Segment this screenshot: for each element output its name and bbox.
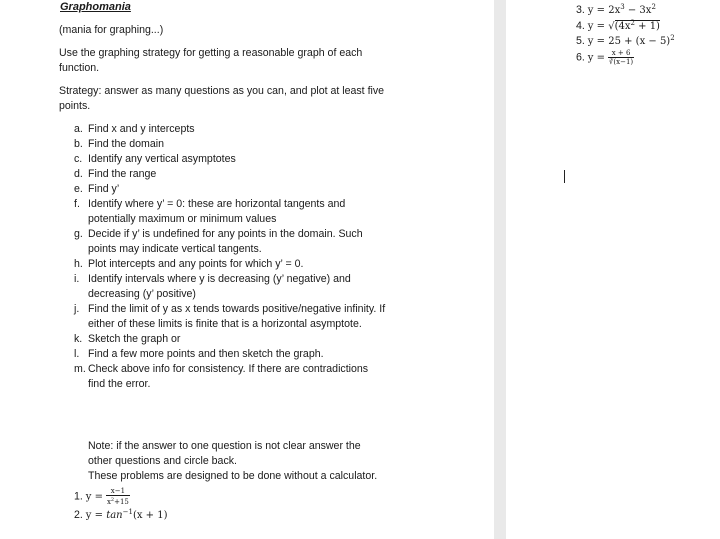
step-text: find the error. bbox=[88, 378, 151, 390]
problem-1-numerator: x−1 bbox=[106, 487, 130, 496]
problem-6-numerator: x + 6 bbox=[608, 49, 634, 58]
step-marker: e. bbox=[74, 183, 83, 195]
step-marker: g. bbox=[74, 228, 83, 240]
step-text: Plot intercepts and any points for which y’ = 0. bbox=[88, 258, 304, 270]
step-text: decreasing (y’ positive) bbox=[88, 288, 196, 300]
step-marker: d. bbox=[74, 168, 83, 180]
instructions-line-1: Use the graphing strategy for getting a reasonable graph of each bbox=[59, 47, 363, 59]
step-text: Identify any vertical asymptotes bbox=[88, 153, 236, 165]
step-text: potentially maximum or minimum values bbox=[88, 213, 277, 225]
step-marker: f. bbox=[74, 198, 80, 210]
problem-6-denominator: ∛(x−1) bbox=[608, 58, 634, 66]
problem-1-label: 1. bbox=[74, 490, 83, 503]
problem-6-fraction bbox=[608, 49, 634, 66]
step-text: Identify intervals where y is decreasing (y’ negative) and bbox=[88, 273, 351, 285]
step-text: Sketch the graph or bbox=[88, 333, 181, 345]
step-text: points may indicate vertical tangents. bbox=[88, 243, 262, 255]
step-text: Find a few more points and then sketch the graph. bbox=[88, 348, 324, 360]
step-marker: a. bbox=[74, 123, 83, 135]
document-title: Graphomania bbox=[60, 1, 131, 13]
problem-3-label: 3. bbox=[576, 4, 585, 16]
step-marker: j. bbox=[74, 303, 80, 315]
problem-2 bbox=[74, 505, 168, 523]
strategy-line-2: points. bbox=[59, 100, 91, 112]
note-line-2: other questions and circle back. bbox=[88, 455, 237, 467]
step-text: Identify where y’ = 0: these are horizontal tangents and bbox=[88, 198, 346, 210]
problem-2-label: 2. bbox=[74, 509, 83, 521]
step-text: Check above info for consistency. If there are contradictions bbox=[88, 363, 369, 375]
problem-6-lhs: y = bbox=[587, 52, 606, 64]
step-text: Find the range bbox=[88, 168, 157, 180]
step-marker: i. bbox=[74, 273, 80, 285]
problem-4-equation: $y = √(4x^2 + 1)$ bbox=[587, 19, 660, 32]
step-marker: b. bbox=[74, 138, 83, 150]
problem-4-label: 4. bbox=[576, 20, 585, 32]
step-marker: m. bbox=[74, 363, 86, 375]
step-text: Find the limit of y as x tends towards positive/negative infinity. If bbox=[88, 303, 386, 315]
note-line-1: Note: if the answer to one question is not clear answer the bbox=[88, 440, 361, 452]
problem-1-fraction bbox=[106, 487, 130, 506]
step-marker: k. bbox=[74, 333, 83, 345]
step-text: either of these limits is finite that is a horizontal asymptote. bbox=[88, 318, 362, 330]
problem-1 bbox=[74, 487, 130, 506]
document-subtitle: (mania for graphing...) bbox=[59, 24, 164, 36]
problem-5-equation: $y = 25 + (x - 5)^2$ bbox=[587, 34, 675, 47]
problem-6 bbox=[576, 49, 634, 66]
problem-6-label: 6. bbox=[576, 51, 585, 64]
step-text: Find the domain bbox=[88, 138, 164, 150]
step-marker: l. bbox=[74, 348, 80, 360]
step-text: Decide if y’ is undefined for any points in the domain. Such bbox=[88, 228, 363, 240]
step-text: Find x and y intercepts bbox=[88, 123, 195, 135]
step-marker: c. bbox=[74, 153, 83, 165]
step-text: Find y’ bbox=[88, 183, 120, 195]
strategy-line-1: Strategy: answer as many questions as you can, and plot at least five bbox=[59, 85, 385, 97]
problem-5 bbox=[576, 31, 675, 49]
problem-1-denominator: $x^2+15$ bbox=[106, 497, 129, 506]
document-page-right bbox=[506, 0, 720, 539]
problem-1-lhs: y = bbox=[85, 491, 104, 503]
note-line-3: These problems are designed to be done without a calculator. bbox=[88, 470, 378, 482]
text-cursor bbox=[564, 170, 565, 183]
instructions-line-2: function. bbox=[59, 62, 100, 74]
step-marker: h. bbox=[74, 258, 83, 270]
problem-3-equation: $y = 2x^3 - 3x^2$ bbox=[587, 3, 656, 16]
problem-2-equation: $y = \tan^{-1}(x + 1)$ bbox=[85, 508, 168, 521]
problem-5-label: 5. bbox=[576, 35, 585, 47]
